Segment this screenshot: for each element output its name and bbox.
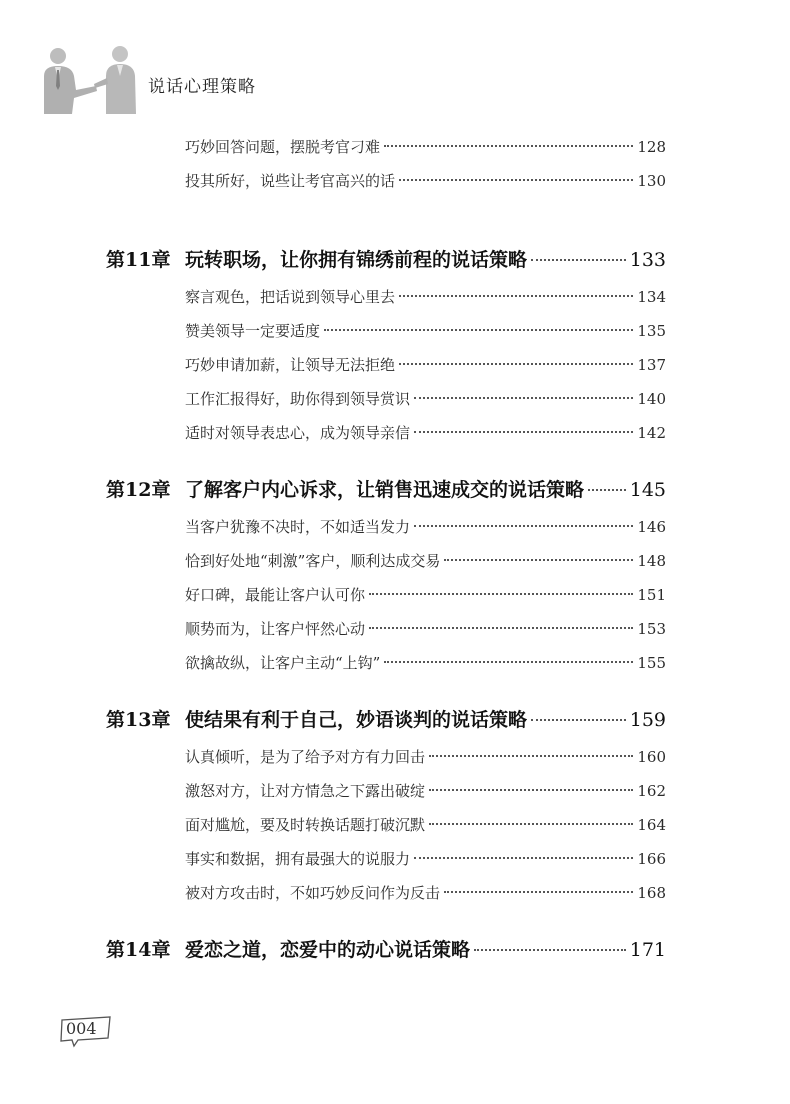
chapter-title: 了解客户内心诉求，让销售迅速成交的说话策略	[185, 479, 585, 501]
dot-leader	[399, 363, 633, 365]
section-page: 142	[637, 424, 666, 442]
dot-leader	[444, 559, 633, 561]
section-page: 135	[637, 322, 666, 340]
dot-leader	[399, 179, 633, 181]
dot-leader	[369, 593, 633, 595]
dot-leader	[414, 857, 633, 859]
toc-section-row[interactable]	[185, 544, 666, 578]
chapter-page: 171	[629, 939, 666, 961]
section-title: 面对尴尬，要及时转换话题打破沉默	[185, 816, 426, 834]
dot-leader	[588, 489, 626, 491]
dot-leader	[384, 661, 633, 663]
section-title: 巧妙申请加薪，让领导无法拒绝	[185, 356, 396, 374]
toc-chapter-11	[106, 240, 666, 450]
toc-section-row[interactable]	[185, 646, 666, 680]
chapter-number: 第12章	[106, 479, 171, 501]
dot-leader	[414, 431, 633, 433]
toc-section-row[interactable]	[185, 808, 666, 842]
toc-chapter-12	[106, 470, 666, 680]
section-page: 137	[637, 356, 666, 374]
section-title: 工作汇报得好，助你得到领导赏识	[185, 390, 411, 408]
dot-leader	[399, 295, 633, 297]
dot-leader	[474, 949, 626, 951]
section-page: 146	[637, 518, 666, 536]
toc-section-row[interactable]	[185, 842, 666, 876]
chapter-page: 133	[629, 249, 666, 271]
toc-section-row[interactable]	[185, 578, 666, 612]
chapter-page: 145	[629, 479, 666, 501]
chapter-title: 爱恋之道，恋爱中的动心说话策略	[185, 939, 471, 961]
section-title: 认真倾听，是为了给予对方有力回击	[185, 748, 426, 766]
toc-chapter-13	[106, 700, 666, 910]
section-page: 155	[637, 654, 666, 672]
toc-section-row[interactable]	[185, 416, 666, 450]
toc-section-row[interactable]	[185, 876, 666, 910]
section-page: 130	[637, 172, 666, 190]
section-title: 被对方攻击时，不如巧妙反问作为反击	[185, 884, 441, 902]
page-number: 004	[66, 1019, 97, 1038]
toc-section-row[interactable]	[185, 280, 666, 314]
page-number-badge	[58, 1014, 128, 1048]
section-title: 恰到好处地“刺激”客户，顺利达成交易	[185, 552, 441, 570]
dot-leader	[531, 719, 626, 721]
businessmen-illustration-icon	[36, 46, 146, 116]
section-page: 164	[637, 816, 666, 834]
chapter-number: 第14章	[106, 939, 171, 961]
section-page: 168	[637, 884, 666, 902]
chapter-page: 159	[629, 709, 666, 731]
toc-section-row[interactable]	[185, 740, 666, 774]
section-title: 巧妙回答问题，摆脱考官刁难	[185, 138, 381, 156]
chapter-title: 玩转职场，让你拥有锦绣前程的说话策略	[185, 249, 528, 271]
dot-leader	[414, 397, 633, 399]
section-page: 160	[637, 748, 666, 766]
section-page: 148	[637, 552, 666, 570]
toc-chapter-row[interactable]	[106, 470, 666, 510]
toc-section-row[interactable]	[185, 314, 666, 348]
toc-section-row[interactable]	[185, 510, 666, 544]
toc-section-row[interactable]	[185, 382, 666, 416]
section-title: 欲擒故纵，让客户主动“上钩”	[185, 654, 381, 672]
dot-leader	[531, 259, 626, 261]
section-page: 153	[637, 620, 666, 638]
section-page: 134	[637, 288, 666, 306]
section-page: 140	[637, 390, 666, 408]
section-title: 激怒对方，让对方情急之下露出破绽	[185, 782, 426, 800]
chapter-title: 使结果有利于自己，妙语谈判的说话策略	[185, 709, 528, 731]
section-title: 当客户犹豫不决时，不如适当发力	[185, 518, 411, 536]
section-title: 好口碑，最能让客户认可你	[185, 586, 366, 604]
section-title: 适时对领导表忠心，成为领导亲信	[185, 424, 411, 442]
table-of-contents	[106, 130, 666, 970]
section-title: 事实和数据，拥有最强大的说服力	[185, 850, 411, 868]
dot-leader	[429, 755, 633, 757]
dot-leader	[429, 823, 633, 825]
dot-leader	[369, 627, 633, 629]
section-page: 166	[637, 850, 666, 868]
toc-pre-sections	[106, 130, 666, 198]
toc-chapter-row[interactable]	[106, 930, 666, 970]
toc-chapter-14	[106, 930, 666, 970]
book-title: 说话心理策略	[148, 77, 256, 97]
section-title: 投其所好，说些让考官高兴的话	[185, 172, 396, 190]
section-title: 赞美领导一定要适度	[185, 322, 321, 340]
toc-section-row[interactable]	[185, 612, 666, 646]
dot-leader	[444, 891, 633, 893]
toc-section-row[interactable]	[185, 130, 666, 164]
toc-section-row[interactable]	[185, 774, 666, 808]
dot-leader	[384, 145, 633, 147]
section-page: 162	[637, 782, 666, 800]
section-page: 128	[637, 138, 666, 156]
toc-section-row[interactable]	[185, 164, 666, 198]
dot-leader	[414, 525, 633, 527]
section-title: 顺势而为，让客户怦然心动	[185, 620, 366, 638]
section-title: 察言观色，把话说到领导心里去	[185, 288, 396, 306]
chapter-number: 第13章	[106, 709, 171, 731]
toc-chapter-row[interactable]	[106, 240, 666, 280]
dot-leader	[429, 789, 633, 791]
page-header	[36, 46, 296, 116]
toc-section-row[interactable]	[185, 348, 666, 382]
dot-leader	[324, 329, 633, 331]
chapter-number: 第11章	[106, 249, 171, 271]
section-page: 151	[637, 586, 666, 604]
toc-chapter-row[interactable]	[106, 700, 666, 740]
